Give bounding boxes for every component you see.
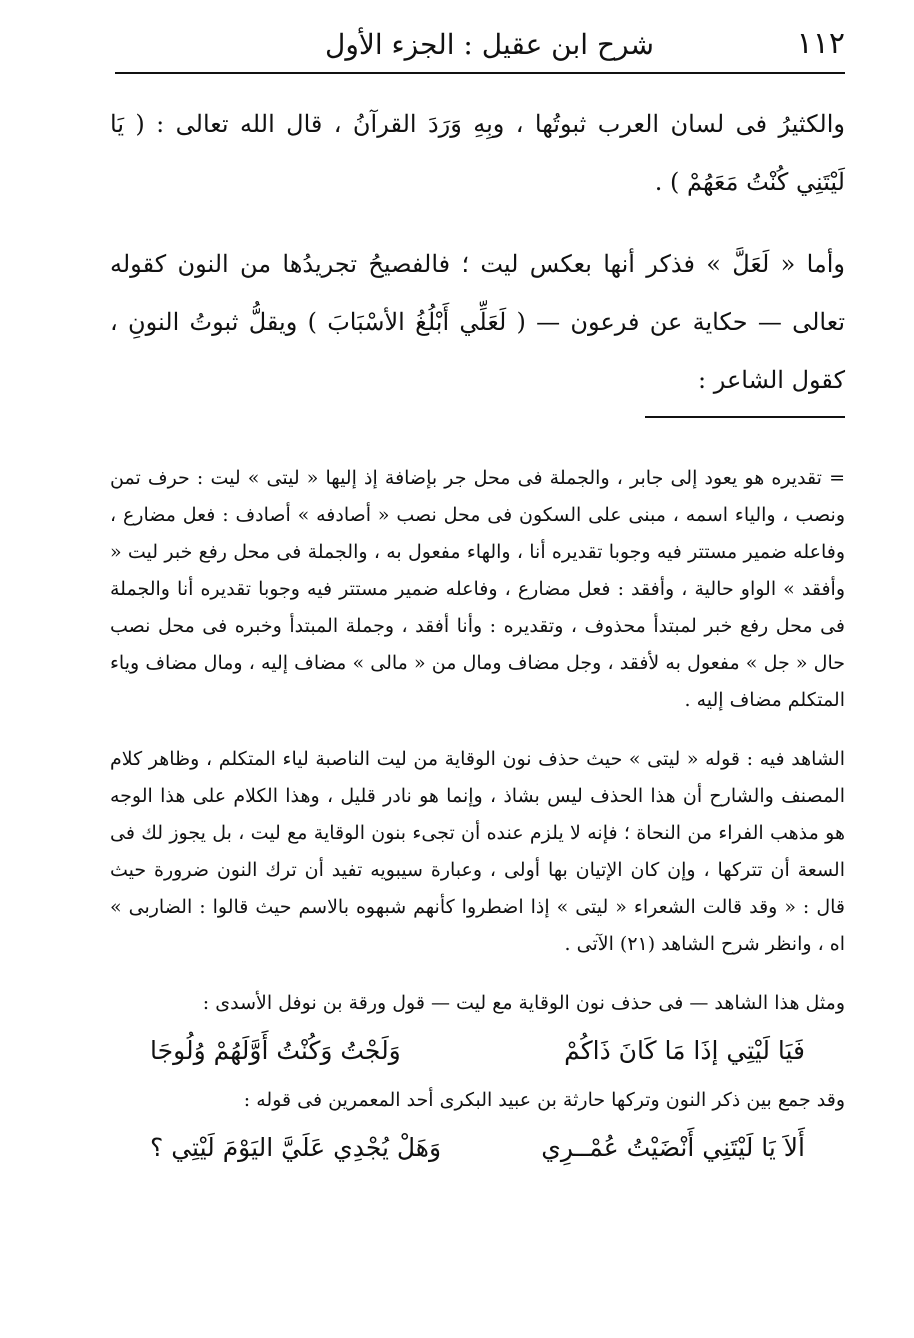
footnote-between-text: وقد جمع بين ذكر النون وتركها حارثة بن عبيد البكرى أحد المعمرين فى قوله : — [243, 1089, 845, 1111]
header-rule — [115, 72, 845, 74]
page-number: ١١٢ — [796, 26, 845, 61]
footnote-paragraph-3: ومثل هذا الشاهد — فى حذف نون الوقاية مع ليت — قول ورقة بن نوفل الأسدى : — [202, 992, 845, 1014]
verse-1-first-hemistich: فَيَا لَيْتِي إذَا مَا كَانَ ذَاكُمْ — [564, 1036, 805, 1065]
footnote — [110, 460, 845, 1179]
main-paragraph-2: وأما « لَعَلَّ » فذكر أنها بعكس ليت ؛ فالفصيحُ تجريدُها من النون كقوله تعالى — حكاية عن فرعون — ( لَعَلِّي أَبْلُغُ الأسْبَابَ ) ويقلُّ ثبوتُ النونِ ، كقول الشاعر : — [110, 250, 845, 394]
page-header — [115, 22, 845, 72]
main-text — [110, 95, 845, 433]
footnote-paragraph-1: = تقديره هو يعود إلى جابر ، والجملة فى محل جر بإضافة إذ إليها « ليتى » ليت : حرف تمن ونصب ، والياء اسمه ، مبنى على السكون فى محل نصب « أصادفه » أصادف : فعل مضارع ، وفاعله ضمير مستتر فيه وجوبا تقديره أنا ، والهاء مفعول به ، والجملة فى محل رفع خبر ليت « وأفقد » الواو حالية ، وأفقد : فعل مضارع ، وفاعله ضمير مستتر فيه وجوبا تقديره أنا والجملة فى محل رفع خبر لمبتدأ محذوف ، وتقديره : وأنا أفقد ، وجملة المبتدأ وخبره فى محل نصب حال « جل » مفعول به لأفقد ، وجل مضاف ومال من « مالى » مضاف إليه ، ومال مضاف وياء المتكلم مضاف إليه . — [110, 467, 845, 711]
running-title: شرح ابن عقيل : الجزء الأول — [325, 28, 654, 61]
main-paragraph-1: والكثيرُ فى لسان العرب ثبوتُها ، وبِهِ وَرَدَ القرآنُ ، قال الله تعالى : ( يَا لَيْتَنِي كُنْتُ مَعَهُمْ ) . — [110, 110, 845, 196]
verse-2-first-hemistich: أَلاَ يَا لَيْتَنِي أَنْضَيْتُ عُمْــرِي — [541, 1133, 805, 1162]
verse-2 — [150, 1123, 805, 1173]
verse-1 — [150, 1026, 805, 1076]
footnote-separator — [645, 416, 845, 418]
verse-1-second-hemistich: وَلَجْتُ وَكُنْتُ أَوَّلَهُمْ وُلُوجَا — [150, 1036, 401, 1065]
verse-2-second-hemistich: وَهَلْ يُجْدِي عَلَيَّ اليَوْمَ لَيْتِي ؟ — [150, 1133, 442, 1162]
footnote-paragraph-2: الشاهد فيه : قوله « ليتى » حيث حذف نون الوقاية من ليت الناصبة لياء المتكلم ، وظاهر كلام المصنف والشارح أن هذا الحذف ليس بشاذ ، وإنما هو نادر قليل ، وهذا الكلام على هذا الوجه هو مذهب الفراء من النحاة ؛ فإنه لا يلزم عنده أن تجىء بنون الوقاية مع ليت ، بل يجوز لك فى السعة أن تتركها ، وإن كان الإتيان بها أولى ، وعبارة سيبويه تفيد أن ترك النون ضرورة حيث قال : « وقد قالت الشعراء « ليتى » إذا اضطروا كأنهم شبهوه بالاسم حيث قالوا : الضاربى » اه ، وانظر شرح الشاهد (٢١) الآتى . — [110, 748, 845, 955]
